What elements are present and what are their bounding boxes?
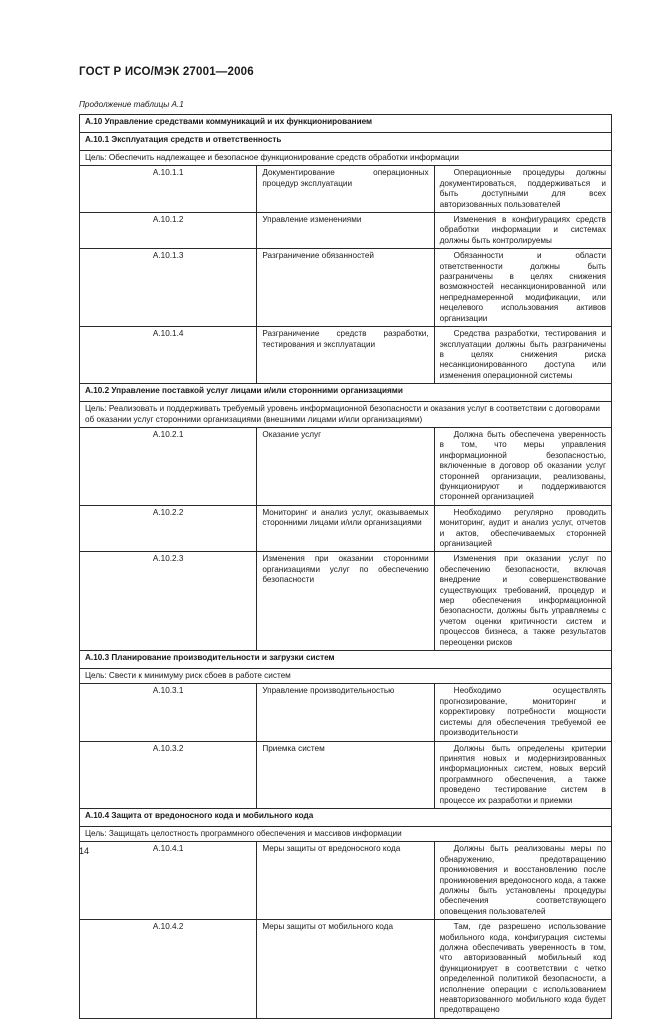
control-name: Меры защиты от мобильного кода — [257, 920, 434, 1019]
control-description: Обязанности и области ответственности должны быть разграничены в целях снижения возможностей несанкционированной или непреднамеренной модификации, или нецелевого использования активов организации — [434, 249, 611, 327]
control-code: А.10.1.4 — [80, 327, 257, 384]
table-row — [80, 842, 612, 920]
control-name: Разграничение средств разработки, тестирования и эксплуатации — [257, 327, 434, 384]
section-row — [80, 133, 612, 151]
table-row — [80, 249, 612, 327]
control-description: Изменения в конфигурациях средств обработки информации и системах должны быть контролируемы — [434, 213, 611, 249]
control-description: Средства разработки, тестирования и эксплуатации должны быть разграничены в целях снижения риска несанкционированного доступа или изменения операционной системы — [434, 327, 611, 384]
section-heading: А.10.1 Эксплуатация средств и ответственность — [80, 133, 612, 151]
table-row — [80, 166, 612, 213]
document-header: ГОСТ Р ИСО/МЭК 27001—2006 — [79, 66, 254, 78]
control-name: Разграничение обязанностей — [257, 249, 434, 327]
control-description: Необходимо осуществлять прогнозирование, мониторинг и корректировку потребности мощности системы для обеспечения требуемой ее производительности — [434, 684, 611, 741]
control-name: Меры защиты от вредоносного кода — [257, 842, 434, 920]
table-row — [80, 327, 612, 384]
control-code: А.10.4.1 — [80, 842, 257, 920]
control-code: А.10.2.1 — [80, 427, 257, 505]
control-name: Управление изменениями — [257, 213, 434, 249]
section-heading: А.10.3 Планирование производительности и загрузки систем — [80, 651, 612, 669]
control-code: А.10.2.3 — [80, 552, 257, 651]
section-heading: А.10 Управление средствами коммуникаций и их функционированием — [80, 115, 612, 133]
control-name: Приемка систем — [257, 741, 434, 808]
control-name: Оказание услуг — [257, 427, 434, 505]
control-description: Там, где разрешено использование мобильного кода, конфигурация системы должна обеспечивать уверенность в том, что авторизованный мобильный код функционирует в соответствии с четко определенной политикой безопасности, а исполнение операции с использованием неавторизованного мобильного кода будет предотвращено — [434, 920, 611, 1019]
table-row — [80, 741, 612, 808]
control-code: А.10.3.2 — [80, 741, 257, 808]
section-row — [80, 384, 612, 402]
control-code: А.10.4.2 — [80, 920, 257, 1019]
control-name: Мониторинг и анализ услуг, оказываемых сторонними лицами и/или организациями — [257, 505, 434, 552]
table-row — [80, 684, 612, 741]
control-description: Изменения при оказании услуг по обеспечению безопасности, включая внедрение и совершенствование существующих требований, процедур и мер обеспечения информационной безопасности, должны быть управляемы с учетом оценки критичности систем и процессов бизнеса, а также результатов переоценки рисков — [434, 552, 611, 651]
goal-row — [80, 669, 612, 684]
table-row — [80, 920, 612, 1019]
section-goal: Цель: Обеспечить надлежащее и безопасное функционирование средств обработки информации — [80, 151, 612, 166]
control-code: А.10.1.1 — [80, 166, 257, 213]
section-row — [80, 808, 612, 826]
control-description: Операционные процедуры должны документироваться, поддерживаться и быть доступными для всех авторизованных пользователей — [434, 166, 611, 213]
control-code: А.10.2.2 — [80, 505, 257, 552]
table-row — [80, 552, 612, 651]
page-number: 14 — [79, 846, 90, 856]
control-description: Должны быть определены критерии принятия новых и модернизированных информационных систем, новых версий программного обеспечения, а также проведено тестирование систем в процессе их разработки и приемки — [434, 741, 611, 808]
controls-table — [79, 114, 612, 1019]
section-goal: Цель: Свести к минимуму риск сбоев в работе систем — [80, 669, 612, 684]
section-heading: А.10.2 Управление поставкой услуг лицами и/или сторонними организациями — [80, 384, 612, 402]
control-description: Должна быть обеспечена уверенность в том, что меры управления информационной безопасностью, включенные в договор об оказании услуг сторонней организации, реализованы, функционируют и поддерживаются сторонней организацией — [434, 427, 611, 505]
goal-row — [80, 402, 612, 428]
table-caption: Продолжение таблицы А.1 — [79, 100, 184, 109]
goal-row — [80, 151, 612, 166]
table-row — [80, 505, 612, 552]
table-row — [80, 213, 612, 249]
section-row — [80, 651, 612, 669]
control-name: Документирование операционных процедур эксплуатации — [257, 166, 434, 213]
section-goal: Цель: Защищать целостность программного обеспечения и массивов информации — [80, 826, 612, 841]
goal-row — [80, 826, 612, 841]
section-row — [80, 115, 612, 133]
control-code: А.10.1.3 — [80, 249, 257, 327]
control-code: А.10.1.2 — [80, 213, 257, 249]
section-goal: Цель: Реализовать и поддерживать требуемый уровень информационной безопасности и оказания услуг в соответствии с договорами об оказании услуг сторонними организациями (внешними лицами и/или организациями) — [80, 402, 612, 428]
section-heading: А.10.4 Защита от вредоносного кода и мобильного кода — [80, 808, 612, 826]
control-code: А.10.3.1 — [80, 684, 257, 741]
control-name: Изменения при оказании сторонними организациями услуг по обеспечению безопасности — [257, 552, 434, 651]
control-description: Должны быть реализованы меры по обнаружению, предотвращению проникновения и восстановлению после проникновения вредоносного кода, а также должны быть установлены процедуры обеспечения соответствующего оповещения пользователей — [434, 842, 611, 920]
control-description: Необходимо регулярно проводить мониторинг, аудит и анализ услуг, отчетов и актов, обеспечиваемых сторонней организацией — [434, 505, 611, 552]
table-row — [80, 427, 612, 505]
control-name: Управление производительностью — [257, 684, 434, 741]
